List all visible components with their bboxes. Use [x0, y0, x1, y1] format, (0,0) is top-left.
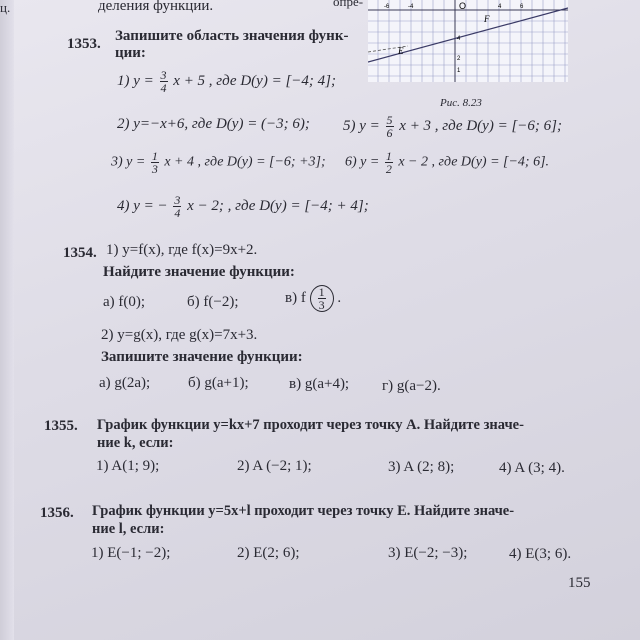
p1356-option-3: 3) E(−2; −3); — [388, 545, 468, 561]
figure-caption: Рис. 8.23 — [440, 97, 482, 109]
p1354-option-c-den: 3 — [318, 298, 325, 312]
p1354-line1: 1) y=f(x), где f(x)=9x+2. — [106, 242, 258, 258]
adjacent-page-edge — [0, 0, 14, 640]
p1353-item-2: 2) y=−x+6, где D(y) = (−3; 6); — [117, 116, 310, 132]
p1353-item-5 — [343, 114, 562, 139]
p1353-item-4-den: 4 — [174, 206, 181, 220]
problem-number-1355: 1355. — [44, 418, 78, 434]
p1354-option-b: б) f(−2); — [187, 294, 239, 310]
p1355-option-1: 1) A(1; 9); — [96, 458, 160, 474]
x-tick-4: 4 — [498, 4, 502, 10]
p1354-option-c-paren — [310, 285, 334, 312]
page-number: 155 — [568, 575, 591, 591]
y-tick-2: 2 — [457, 56, 461, 62]
p1356-line1: График функции y=5x+l проходит через точку E. Найдите значе- — [92, 503, 515, 519]
p1353-item-4-fraction — [173, 194, 181, 219]
p1353-item-1-den: 4 — [160, 81, 167, 95]
point-f-label: F — [484, 14, 490, 24]
p1353-item-6 — [345, 150, 549, 175]
x-tick-neg4: -4 — [408, 4, 414, 10]
problem-number-1353: 1353. — [67, 36, 101, 52]
p1354-option-a2: а) g(2a); — [99, 375, 151, 391]
p1355-option-3: 3) A (2; 8); — [388, 459, 455, 475]
p1353-item-5-pre: 5) y = — [343, 117, 380, 134]
p1353-item-3-fraction — [151, 150, 159, 175]
p1353-item-3-num: 1 — [151, 149, 158, 163]
p1356-option-1: 1) E(−1; −2); — [91, 545, 171, 561]
p1355-line2: ние k, если: — [97, 435, 174, 451]
left-page-fragment: ц. — [0, 0, 11, 15]
p1353-item-5-num: 5 — [386, 113, 393, 127]
p1353-item-3-den: 3 — [151, 162, 158, 176]
p1354-prompt1: Найдите значение функции: — [103, 264, 295, 280]
p1353-item-1-pre: 1) y = — [117, 72, 154, 89]
p1353-item-6-num: 1 — [385, 149, 392, 163]
p1353-item-6-pre: 6) y = — [345, 154, 380, 170]
p1353-item-1-post: x + 5 , где D(y) = [−4; 4]; — [173, 72, 336, 89]
p1354-prompt2: Запишите значение функции: — [101, 349, 303, 365]
coordinate-graph-figure — [368, 0, 568, 82]
p1353-item-4-num: 3 — [174, 193, 181, 207]
p1353-prompt-line1: Запишите область значения функ- — [115, 28, 349, 44]
p1353-item-6-den: 2 — [385, 162, 392, 176]
p1354-option-c-fraction — [318, 286, 326, 311]
p1353-item-1 — [117, 69, 336, 94]
p1355-option-4: 4) A (3; 4). — [499, 460, 565, 476]
p1353-item-3-pre: 3) y = — [111, 154, 146, 170]
origin-label: O — [459, 1, 467, 11]
p1355-line1: График функции y=kx+7 проходит через точку A. Найдите значе- — [97, 417, 524, 433]
p1353-item-3 — [111, 150, 326, 175]
p1353-item-1-fraction — [160, 69, 168, 94]
p1353-item-4-post: x − 2; , где D(y) = [−4; + 4]; — [187, 197, 369, 214]
p1354-option-c-post: . — [337, 289, 342, 306]
p1353-item-4-pre: 4) y = − — [117, 197, 168, 214]
p1354-line2: 2) y=g(x), где g(x)=7x+3. — [101, 327, 258, 343]
p1354-option-c — [285, 285, 341, 312]
p1354-option-d2: г) g(a−2). — [382, 378, 441, 394]
p1354-option-c2: в) g(a+4); — [289, 376, 350, 392]
y-tick-1: 1 — [457, 68, 461, 74]
definition-tail-right: опре- — [333, 0, 364, 9]
point-e-label: E — [398, 46, 404, 56]
p1353-item-6-post: x − 2 , где D(y) = [−4; 6]. — [398, 154, 550, 170]
p1355-option-2: 2) A (−2; 1); — [237, 458, 312, 474]
x-tick-neg6: -6 — [384, 4, 390, 10]
p1356-option-2: 2) E(2; 6); — [237, 545, 300, 561]
p1353-item-3-post: x + 4 , где D(y) = [−6; +3]; — [164, 154, 326, 170]
problem-number-1354: 1354. — [63, 245, 97, 261]
x-tick-6: 6 — [520, 4, 524, 10]
p1353-prompt-line2: ции: — [115, 45, 146, 61]
p1354-option-c-num: 1 — [318, 285, 325, 299]
definition-tail: деления функции. — [98, 0, 214, 14]
p1353-item-5-fraction — [386, 114, 394, 139]
p1354-option-b2: б) g(a+1); — [188, 375, 249, 391]
y-tick-4: 4 — [457, 36, 461, 42]
problem-number-1356: 1356. — [40, 505, 74, 521]
p1353-item-5-den: 6 — [386, 126, 393, 140]
p1353-item-6-fraction — [385, 150, 393, 175]
p1353-item-5-post: x + 3 , где D(y) = [−6; 6]; — [399, 117, 562, 134]
p1354-option-c-pre: в) f — [285, 289, 306, 306]
p1354-option-a: а) f(0); — [103, 294, 146, 310]
p1353-item-4 — [117, 194, 369, 219]
p1356-option-4: 4) E(3; 6). — [509, 546, 572, 562]
p1356-line2: ние l, если: — [92, 521, 165, 537]
p1353-item-1-num: 3 — [160, 68, 167, 82]
